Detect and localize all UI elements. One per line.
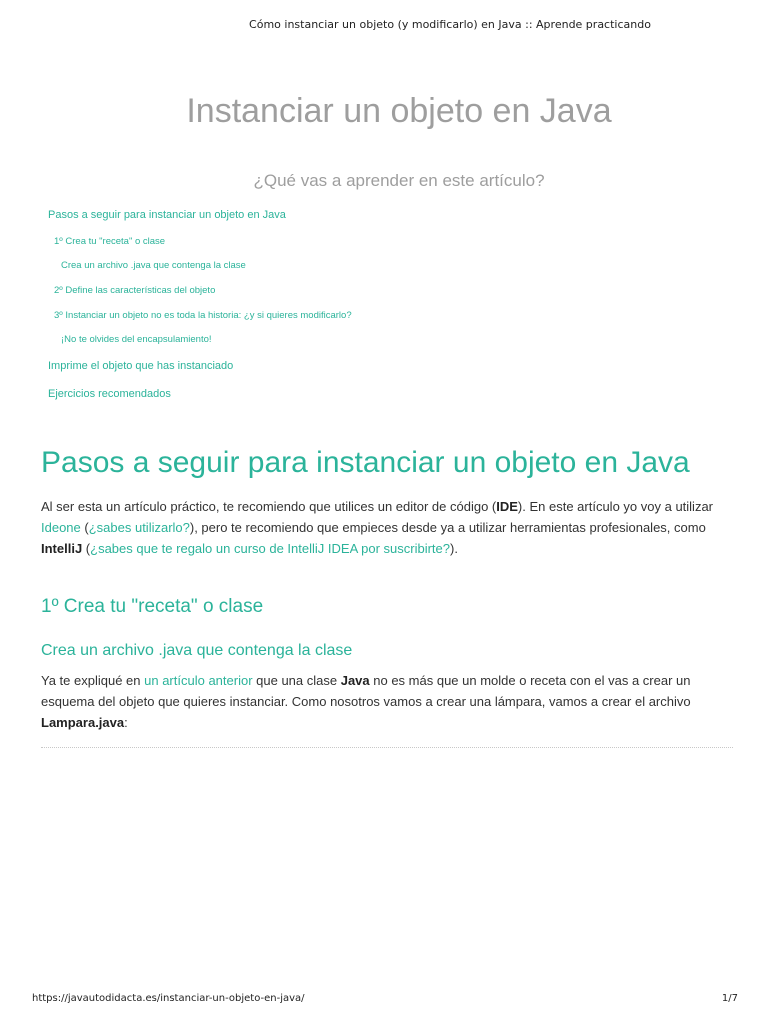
subsubsection-title: Crea un archivo .java que contenga la clase [41,642,353,659]
toc-item-define-caracteristicas[interactable]: 2º Define las características del objeto [54,285,216,296]
intro-text-3: ( [80,520,89,535]
toc-item-crea-receta[interactable]: 1º Crea tu "receta" o clase [54,236,166,247]
toc-item-modificarlo[interactable]: 3º Instanciar un objeto no es toda la historia: ¿y si quieres modificarlo? [54,310,352,321]
ide-tutorial-link[interactable]: ¿sabes utilizarlo? [88,520,190,535]
print-footer-page-number: 1/7 [721,993,738,1004]
article-title: Instanciar un objeto en Java [186,92,612,130]
divider [41,747,733,748]
print-header: Cómo instanciar un objeto (y modificarlo) en Java :: Aprende practicando [249,18,651,31]
intellij-term: IntelliJ [41,541,83,556]
class-text-4: : [124,715,128,730]
class-text-3: no es más que un molde o receta con el vas a crear un esquema del objeto que quieres instanciar. Como nosotros vamos a crear una lámpara, vamos a crear el archivo [41,673,691,709]
toc-item-crea-archivo[interactable]: Crea un archivo .java que contenga la clase [61,260,246,271]
toc-item-encapsulamiento[interactable]: ¡No te olvides del encapsulamiento! [61,334,212,345]
toc-item-imprime[interactable]: Imprime el objeto que has instanciado [48,360,234,372]
ideone-link[interactable]: Ideone [41,520,81,535]
toc-item-pasos[interactable]: Pasos a seguir para instanciar un objeto en Java [48,209,286,221]
previous-article-link[interactable]: un artículo anterior [144,673,253,688]
print-footer-url: https://javautodidacta.es/instanciar-un-objeto-en-java/ [32,993,305,1004]
subsection-title: 1º Crea tu "receta" o clase [41,596,264,617]
toc-title: ¿Qué vas a aprender en este artículo? [253,171,545,190]
java-term: Java [340,673,370,688]
class-paragraph [41,670,741,733]
class-text-1: Ya te expliqué en [41,673,145,688]
ide-term: IDE [496,499,518,514]
intellij-course-link[interactable]: ¿sabes que te regalo un curso de IntelliJ IDEA por suscribirte? [90,541,450,556]
toc-item-ejercicios[interactable]: Ejercicios recomendados [48,388,171,400]
intro-text-5: ( [82,541,91,556]
intro-paragraph [41,496,741,559]
intro-text-2: ). En este artículo yo voy a utilizar [517,499,714,514]
intro-text-1: Al ser esta un artículo práctico, te recomiendo que utilices un editor de código ( [41,499,497,514]
intro-text-6: ). [450,541,458,556]
section-title: Pasos a seguir para instanciar un objeto en Java [41,446,690,479]
class-text-2: que una clase [252,673,341,688]
lampara-filename: Lampara.java [41,715,125,730]
intro-text-4: ), pero te recomiendo que empieces desde ya a utilizar herramientas profesionales, como [189,520,706,535]
